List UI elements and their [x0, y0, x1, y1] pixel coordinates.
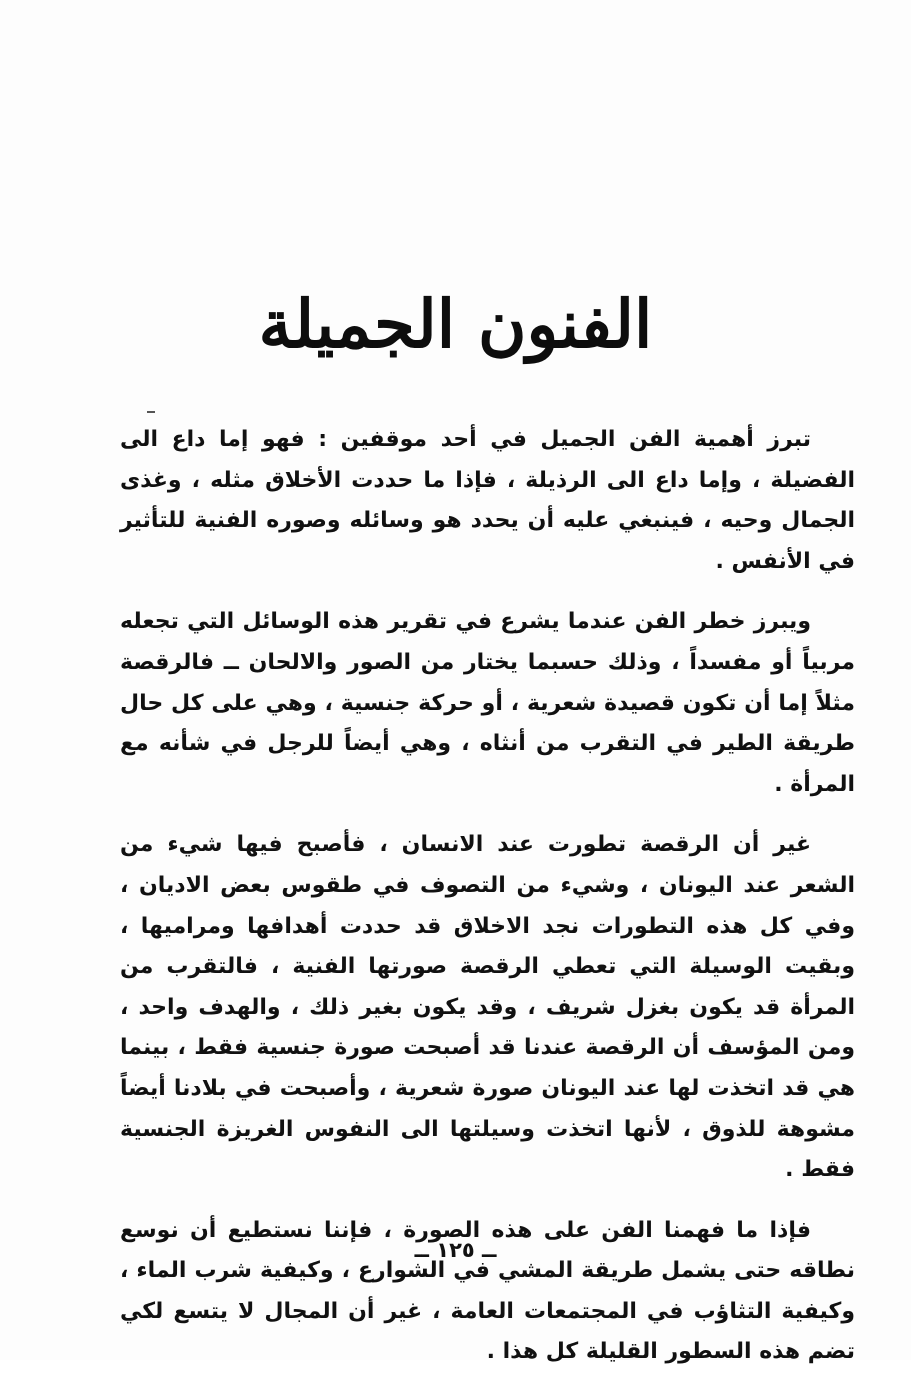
- paragraph-4: فإذا ما فهمنا الفن على هذه الصورة ، فإننا نستطيع أن نوسع نطاقه حتى يشمل طريقة المشي في الشوارع ، وكيفية شرب الماء ، وكيفية التثاؤب في المجتمعات العامة ، غير أن المجال لا يتسع لكي تضم هذه السطور القليلة كل هذا .: [120, 1217, 855, 1365]
- ink-speck: [147, 411, 155, 413]
- paragraph-3: غير أن الرقصة تطورت عند الانسان ، فأصبح فيها شيء من الشعر عند اليونان ، وشيء من التصوف في طقوس بعض الاديان ، وفي كل هذه التطورات نجد الاخلاق قد حددت أهدافها ومراميها ، وبقيت الوسيلة التي تعطي الرقصة صورتها الفنية ، فالتقرب من المرأة قد يكون بغزل شريف ، وقد يكون بغير ذلك ، والهدف واحد ، ومن المؤسف أن الرقصة عندنا قد أصبحت صورة جنسية فقط ، بينما هي قد اتخذت لها عند اليونان صورة شعرية ، وأصبحت في بلادنا أيضاً مشوهة للذوق ، لأنها اتخذت وسيلتها الى النفوس الغريزة الجنسية فقط .: [120, 832, 855, 1183]
- chapter-title: الفنون الجميلة: [258, 285, 653, 364]
- page-number: ــ ١٢٥ ــ: [414, 1238, 497, 1262]
- paragraph-1: تبرز أهمية الفن الجميل في أحد موقفين : فهو إما داع الى الفضيلة ، وإما داع الى الرذيلة ، فإذا ما حددت الأخلاق مثله ، وغذى الجمال وحيه ، فينبغي عليه أن يحدد هو وسائله وصوره الفنية للتأثير في الأنفس .: [120, 427, 855, 574]
- paragraph-2: ويبرز خطر الفن عندما يشرع في تقرير هذه الوسائل التي تجعله مربياً أو مفسداً ، وذلك حسبما يختار من الصور والالحان ــ فالرقصة مثلاً إما أن تكون قصيدة شعرية ، أو حركة جنسية ، وهي على كل حال طريقة الطير في التقرب من أنثاه ، وهي أيضاً للرجل في شأنه مع المرأة .: [120, 609, 855, 797]
